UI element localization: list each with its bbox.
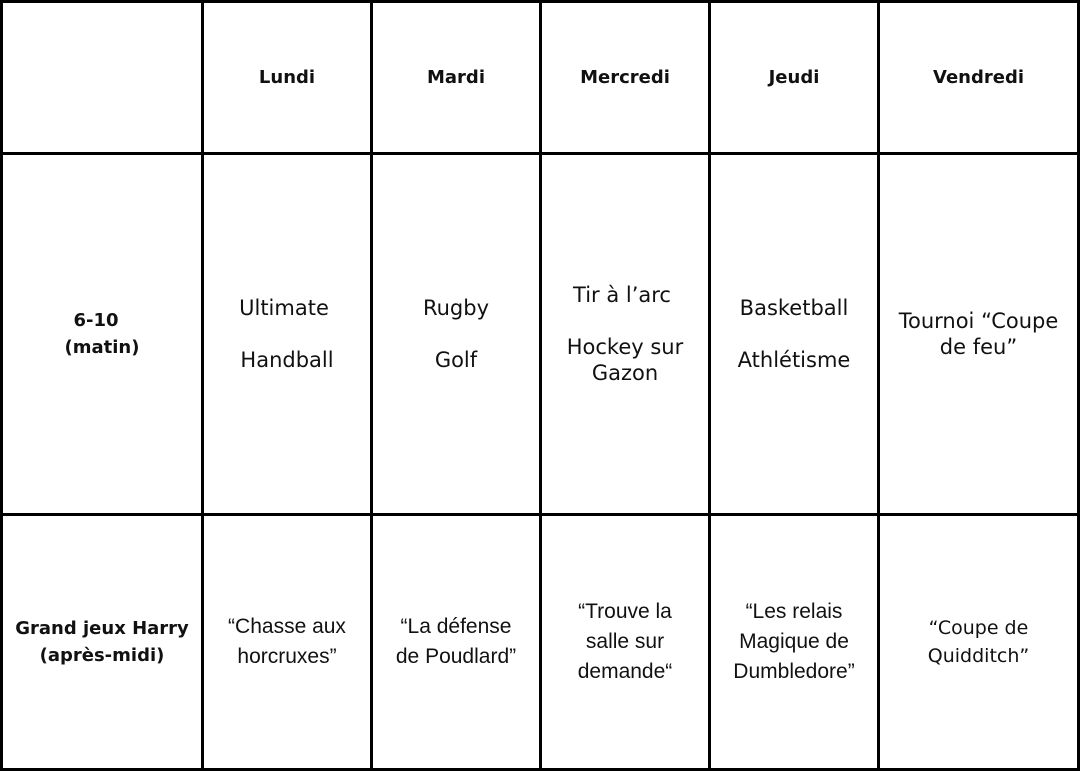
activity-cell [542,155,708,513]
activity-text: Athlétisme [737,348,851,372]
game-text: horcruxes” [237,645,337,668]
game-cell [880,516,1077,768]
day-header-mercredi: Mercredi [580,67,670,88]
row-label-line: (matin) [64,337,140,358]
row-label-afternoon [3,516,201,768]
game-cell [373,516,539,768]
activity-cell [711,155,877,513]
game-cell [542,516,708,768]
day-header-mardi: Mardi [427,67,485,88]
activity-text: Handball [240,348,334,372]
game-text: salle sur [585,630,665,653]
row-label-line: (après-midi) [39,645,165,666]
activity-text: de feu” [939,335,1018,359]
game-cell [711,516,877,768]
activity-cell [373,155,539,513]
game-text: “Chasse aux [228,615,346,638]
game-text: Quidditch” [927,645,1030,667]
row-label-line: 6-10 [73,310,119,331]
game-text: “Coupe de [928,617,1029,639]
game-text: “La défense [400,615,512,638]
activity-text: Basketball [739,296,849,320]
game-text: demande“ [577,660,673,683]
game-text: “Les relais [745,600,843,623]
activity-cell [880,155,1077,513]
row-label-line: Grand jeux Harry [15,618,189,639]
game-text: “Trouve la [578,600,672,623]
game-text: de Poudlard” [395,645,517,668]
activity-text: Golf [434,348,478,372]
activity-text: Tournoi “Coupe [898,309,1059,333]
activity-text: Rugby [422,296,490,320]
game-cell [204,516,370,768]
game-text: Magique de [739,630,849,653]
activity-cell [204,155,370,513]
game-text: Dumbledore” [733,660,855,683]
day-header-lundi: Lundi [258,67,316,88]
day-header-jeudi: Jeudi [768,67,820,88]
row-label-morning [3,155,201,513]
activity-text: Gazon [591,361,659,385]
activity-text: Tir à l’arc [573,283,671,307]
corner-cell [3,3,201,152]
day-header-vendredi: Vendredi [933,67,1024,88]
activity-text: Ultimate [239,296,329,320]
activity-text: Hockey sur [566,335,684,359]
